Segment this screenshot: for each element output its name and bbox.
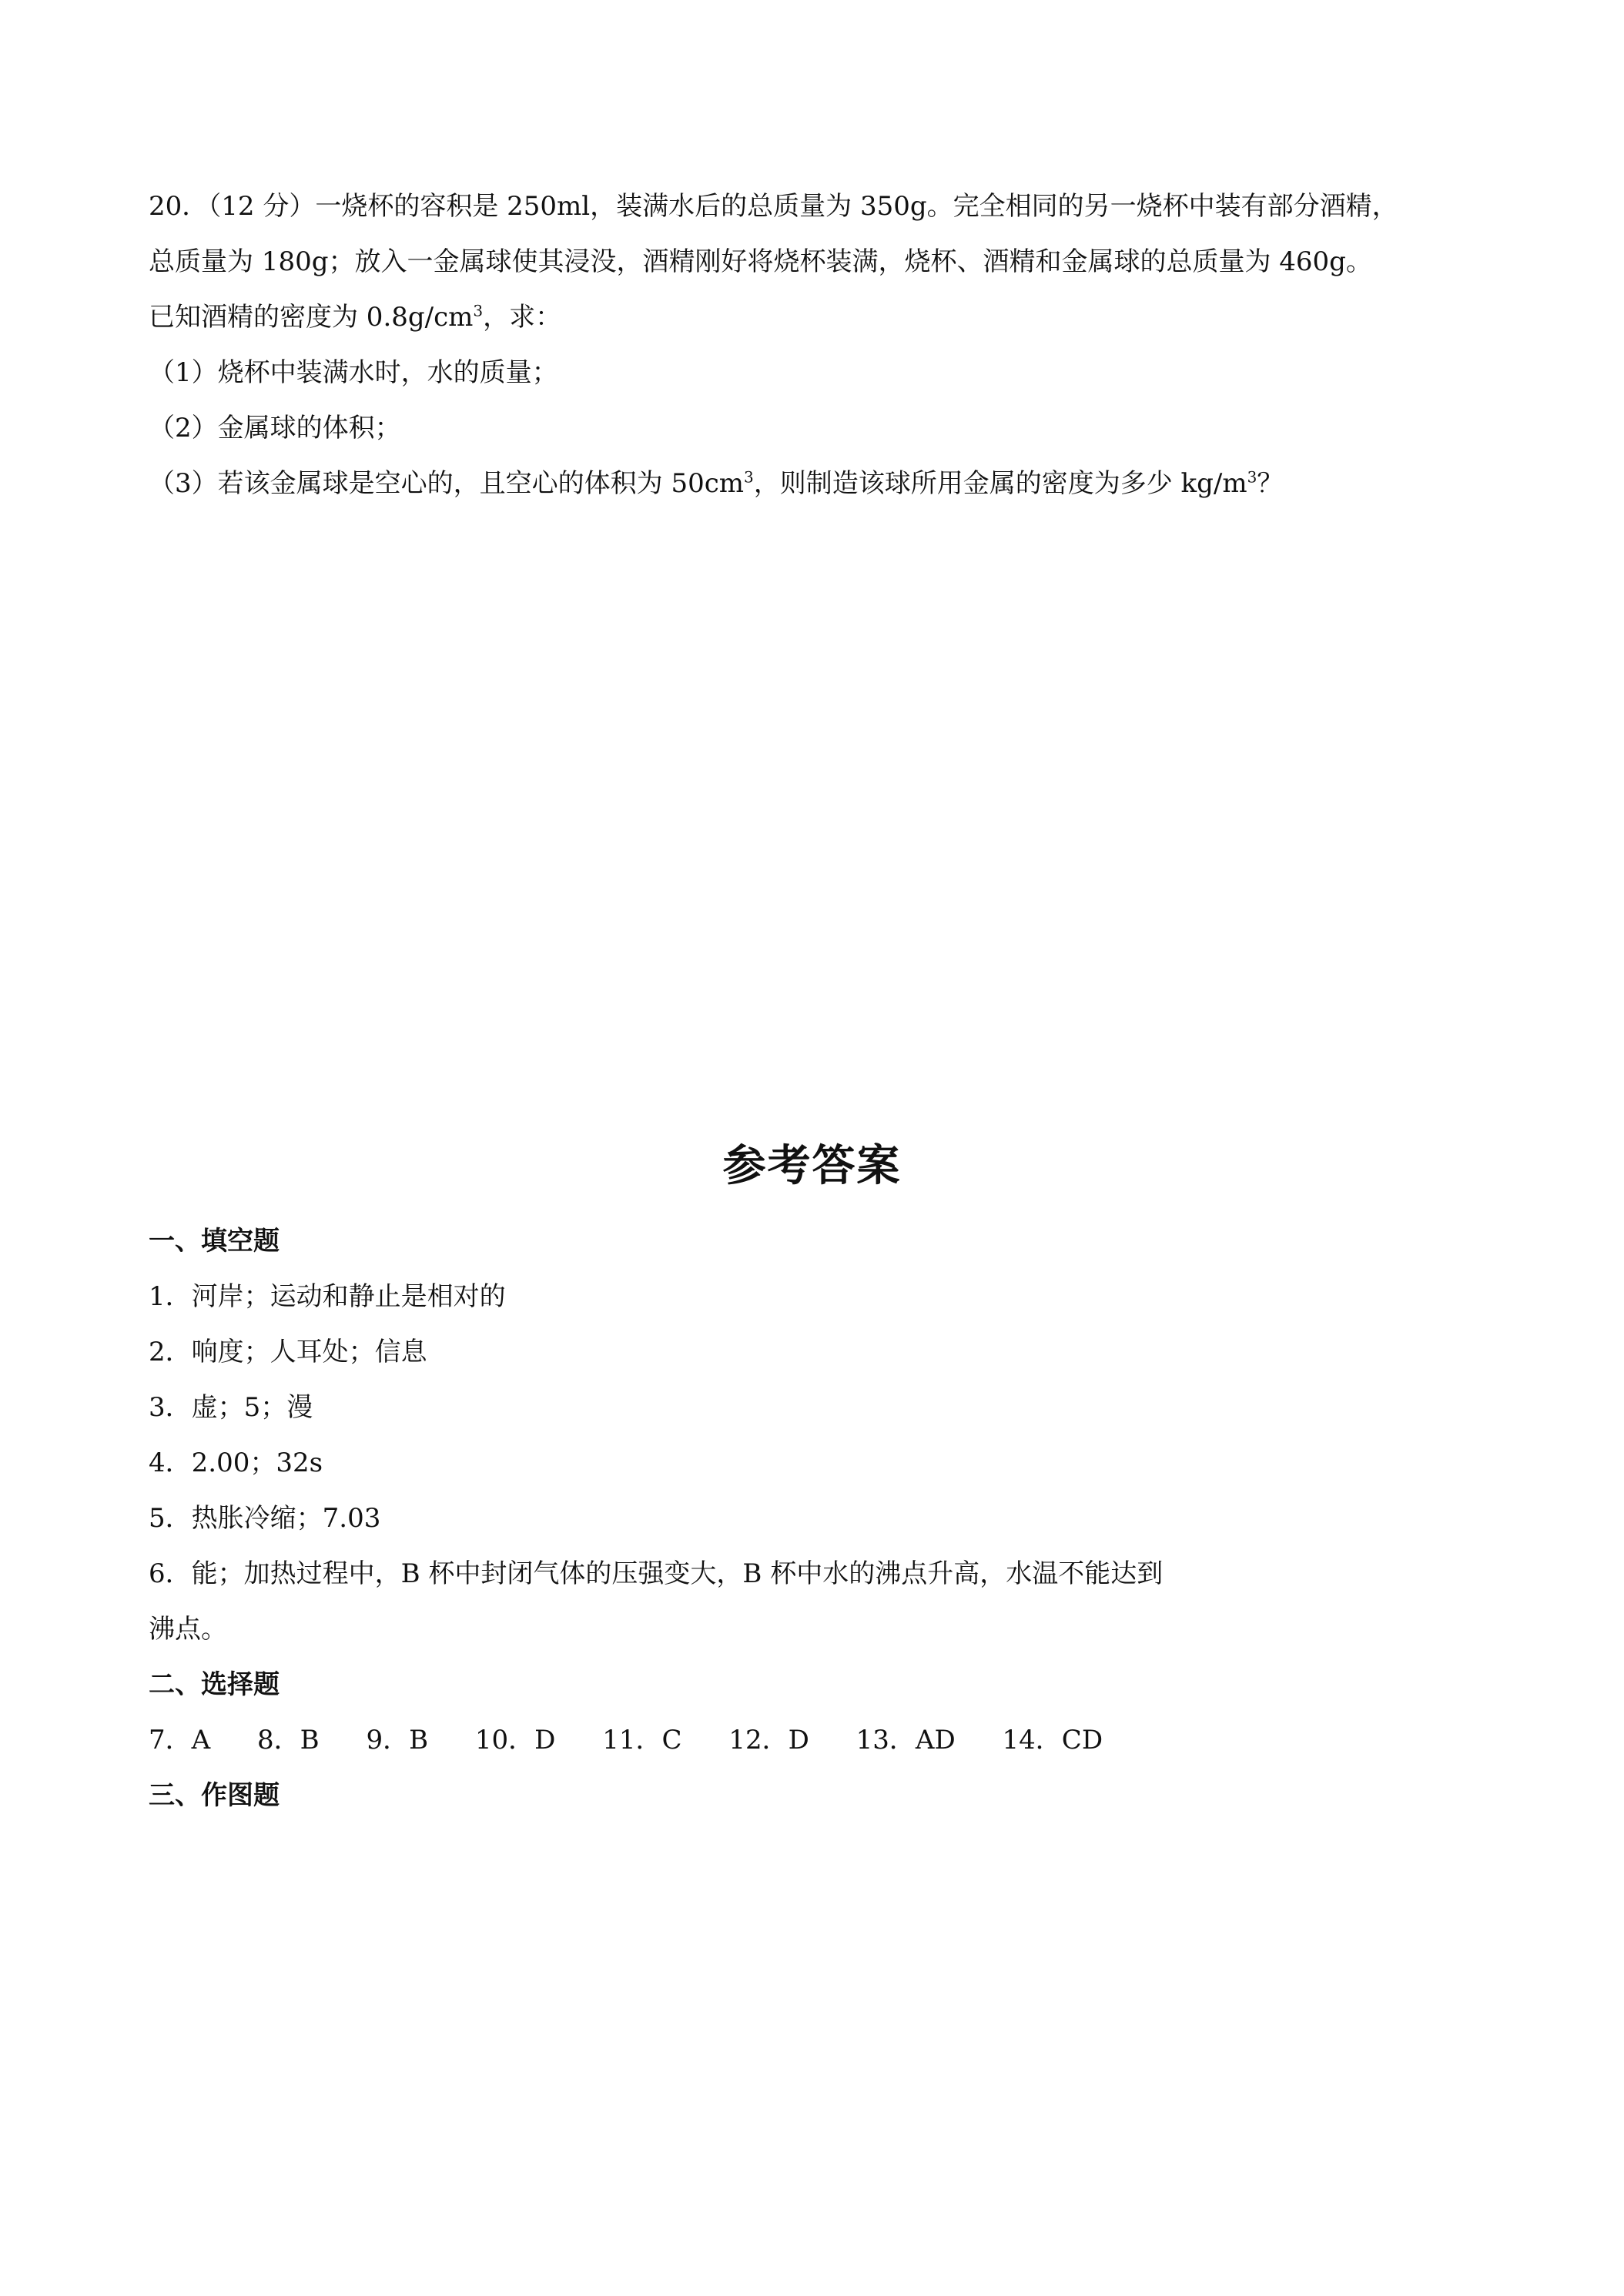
choice-answer: 8．B <box>257 1725 320 1755</box>
question-line-3-tail: ，求： <box>483 302 562 333</box>
question-part-3-text-b: ，则制造该球所用金属的密度为多少 kg/m <box>753 468 1247 499</box>
choice-answer: 7．A <box>149 1725 211 1755</box>
answer-2: 2．响度；人耳处；信息 <box>149 1337 427 1367</box>
choice-answer: 9．B <box>366 1725 429 1755</box>
choice-answer: 10．D <box>474 1725 556 1755</box>
choice-answer: 11．C <box>602 1725 682 1755</box>
choice-answer: 12．D <box>728 1725 809 1755</box>
superscript: 3 <box>743 467 754 487</box>
answer-6-line-1: 6．能；加热过程中，B 杯中封闭气体的压强变大，B 杯中水的沸点升高，水温不能达到 <box>149 1558 1164 1589</box>
section-heading-drawing: 三、作图题 <box>149 1780 280 1811</box>
answer-1: 1．河岸；运动和静止是相对的 <box>149 1281 506 1312</box>
section-heading-fill-in: 一、填空题 <box>149 1226 280 1257</box>
question-part-3-text-a: （3）若该金属球是空心的，且空心的体积为 50cm <box>149 468 744 499</box>
question-part-1: （1）烧杯中装满水时，水的质量； <box>149 357 558 388</box>
question-line-3-text: 已知酒精的密度为 0.8g/cm <box>149 302 474 333</box>
section-heading-choice: 二、选择题 <box>149 1669 280 1700</box>
choice-answer: 14．CD <box>1002 1725 1103 1755</box>
answer-3: 3．虚；5；漫 <box>149 1392 313 1423</box>
choice-answers-row <box>149 1726 1488 1754</box>
question-line-1: 20．（12 分）一烧杯的容积是 250ml，装满水后的总质量为 350g。完全相同的另一烧杯中装有部分酒精， <box>149 191 1398 222</box>
choice-answer: 13．AD <box>856 1725 956 1755</box>
answer-6-line-2: 沸点。 <box>149 1614 227 1645</box>
superscript: 3 <box>1247 467 1257 487</box>
answers-title: 参考答案 <box>722 1140 902 1191</box>
question-part-3 <box>149 467 1488 499</box>
question-part-2: （2）金属球的体积； <box>149 413 401 443</box>
question-part-3-text-c: ？ <box>1257 468 1284 499</box>
answer-4: 4．2.00；32s <box>149 1448 323 1478</box>
question-20 <box>149 192 1488 525</box>
superscript: 3 <box>473 301 484 320</box>
question-line-3 <box>149 303 1488 331</box>
answers-block <box>149 1227 1488 1837</box>
question-line-2: 总质量为 180g；放入一金属球使其浸没，酒精刚好将烧杯装满，烧杯、酒精和金属球的总质量为 460g。 <box>149 246 1372 277</box>
answer-5: 5．热胀冷缩；7.03 <box>149 1503 381 1534</box>
